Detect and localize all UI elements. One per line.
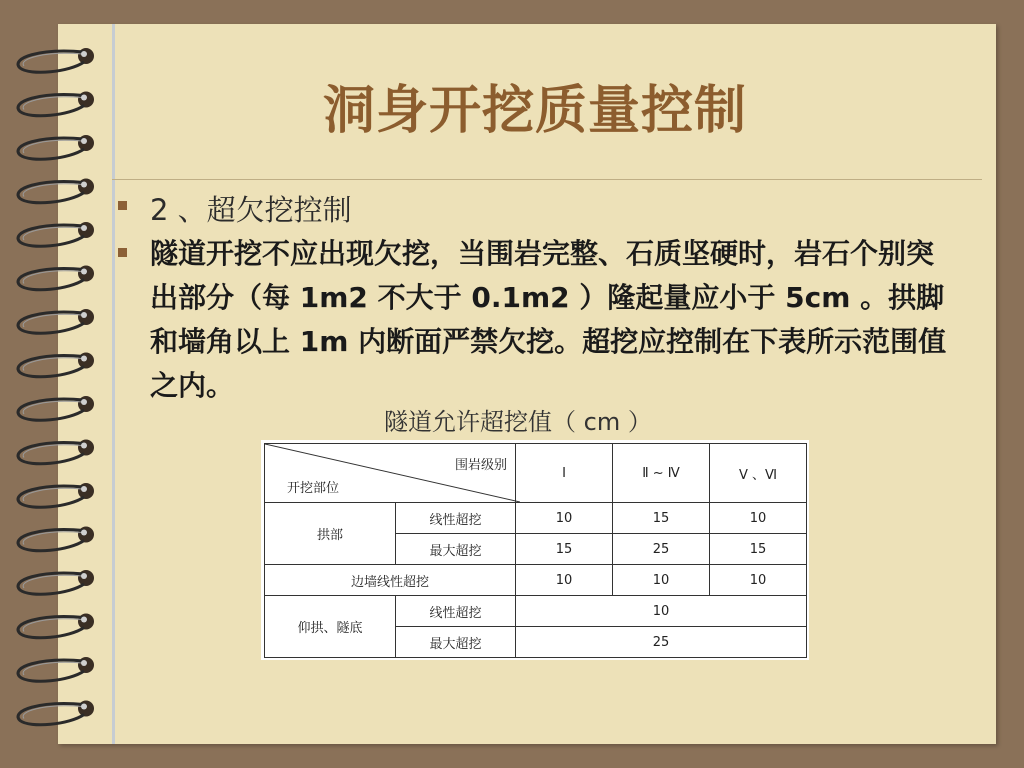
table-cell: 10 (710, 565, 807, 596)
bullet-text-1: 2 、超欠挖控制 (150, 193, 352, 227)
row-group-arch: 拱部 (265, 503, 396, 565)
spiral-ring (18, 657, 94, 681)
row-label: 最大超挖 (396, 627, 516, 658)
table-cell-merged: 10 (516, 596, 807, 627)
table-cell: 10 (613, 565, 710, 596)
overbreak-table (264, 443, 807, 658)
table-cell: 10 (516, 565, 613, 596)
spiral-ring (18, 92, 94, 116)
table-cell: 15 (710, 534, 807, 565)
row-group-invert: 仰拱、隧底 (265, 596, 396, 658)
table-corner-header (265, 444, 516, 503)
table-cell: 10 (516, 503, 613, 534)
spiral-ring (18, 396, 94, 420)
corner-top-label: 围岩级别 (454, 458, 507, 473)
spiral-ring (18, 570, 94, 594)
spiral-ring (18, 701, 94, 725)
col-header-3: Ⅴ 、Ⅵ (710, 444, 807, 503)
slide-title: 洞身开挖质量控制 (322, 81, 747, 141)
spiral-ring (18, 266, 94, 290)
corner-bottom-label: 开挖部位 (287, 481, 340, 496)
bullet-marker (118, 248, 127, 257)
spiral-ring (18, 527, 94, 551)
col-header-2: Ⅱ ~ Ⅳ (613, 444, 710, 503)
table-cell: 10 (710, 503, 807, 534)
bullet-marker (118, 201, 127, 210)
spiral-ring (18, 222, 94, 246)
bullet-text-2: 隧道开挖不应出现欠挖，当围岩完整、石质坚硬时，岩石个别突出部分（每 1m2 不大于 0.1m2 ）隆起量应小于 5cm 。拱脚和墙角以上 1m 内断面严禁欠挖。超挖应控制在下表所示范围值之内。 (150, 237, 947, 402)
spiral-binding (0, 0, 120, 768)
spiral-ring (18, 440, 94, 464)
row-label: 线性超挖 (396, 503, 516, 534)
table-cell: 15 (613, 503, 710, 534)
spiral-ring (18, 135, 94, 159)
col-header-1: Ⅰ (516, 444, 613, 503)
spiral-ring (18, 614, 94, 638)
row-label-sidewall: 边墙线性超挖 (265, 565, 516, 596)
spiral-ring (18, 179, 94, 203)
table-cell: 25 (613, 534, 710, 565)
table-cell-merged: 25 (516, 627, 807, 658)
spiral-ring (18, 309, 94, 333)
spiral-ring (18, 353, 94, 377)
spiral-ring (18, 48, 94, 72)
row-label: 最大超挖 (396, 534, 516, 565)
table-cell: 15 (516, 534, 613, 565)
spiral-ring (18, 483, 94, 507)
row-label: 线性超挖 (396, 596, 516, 627)
table-caption: 隧道允许超挖值（ cm ） (384, 408, 652, 436)
title-divider (112, 179, 982, 180)
overbreak-table-container (261, 440, 809, 660)
